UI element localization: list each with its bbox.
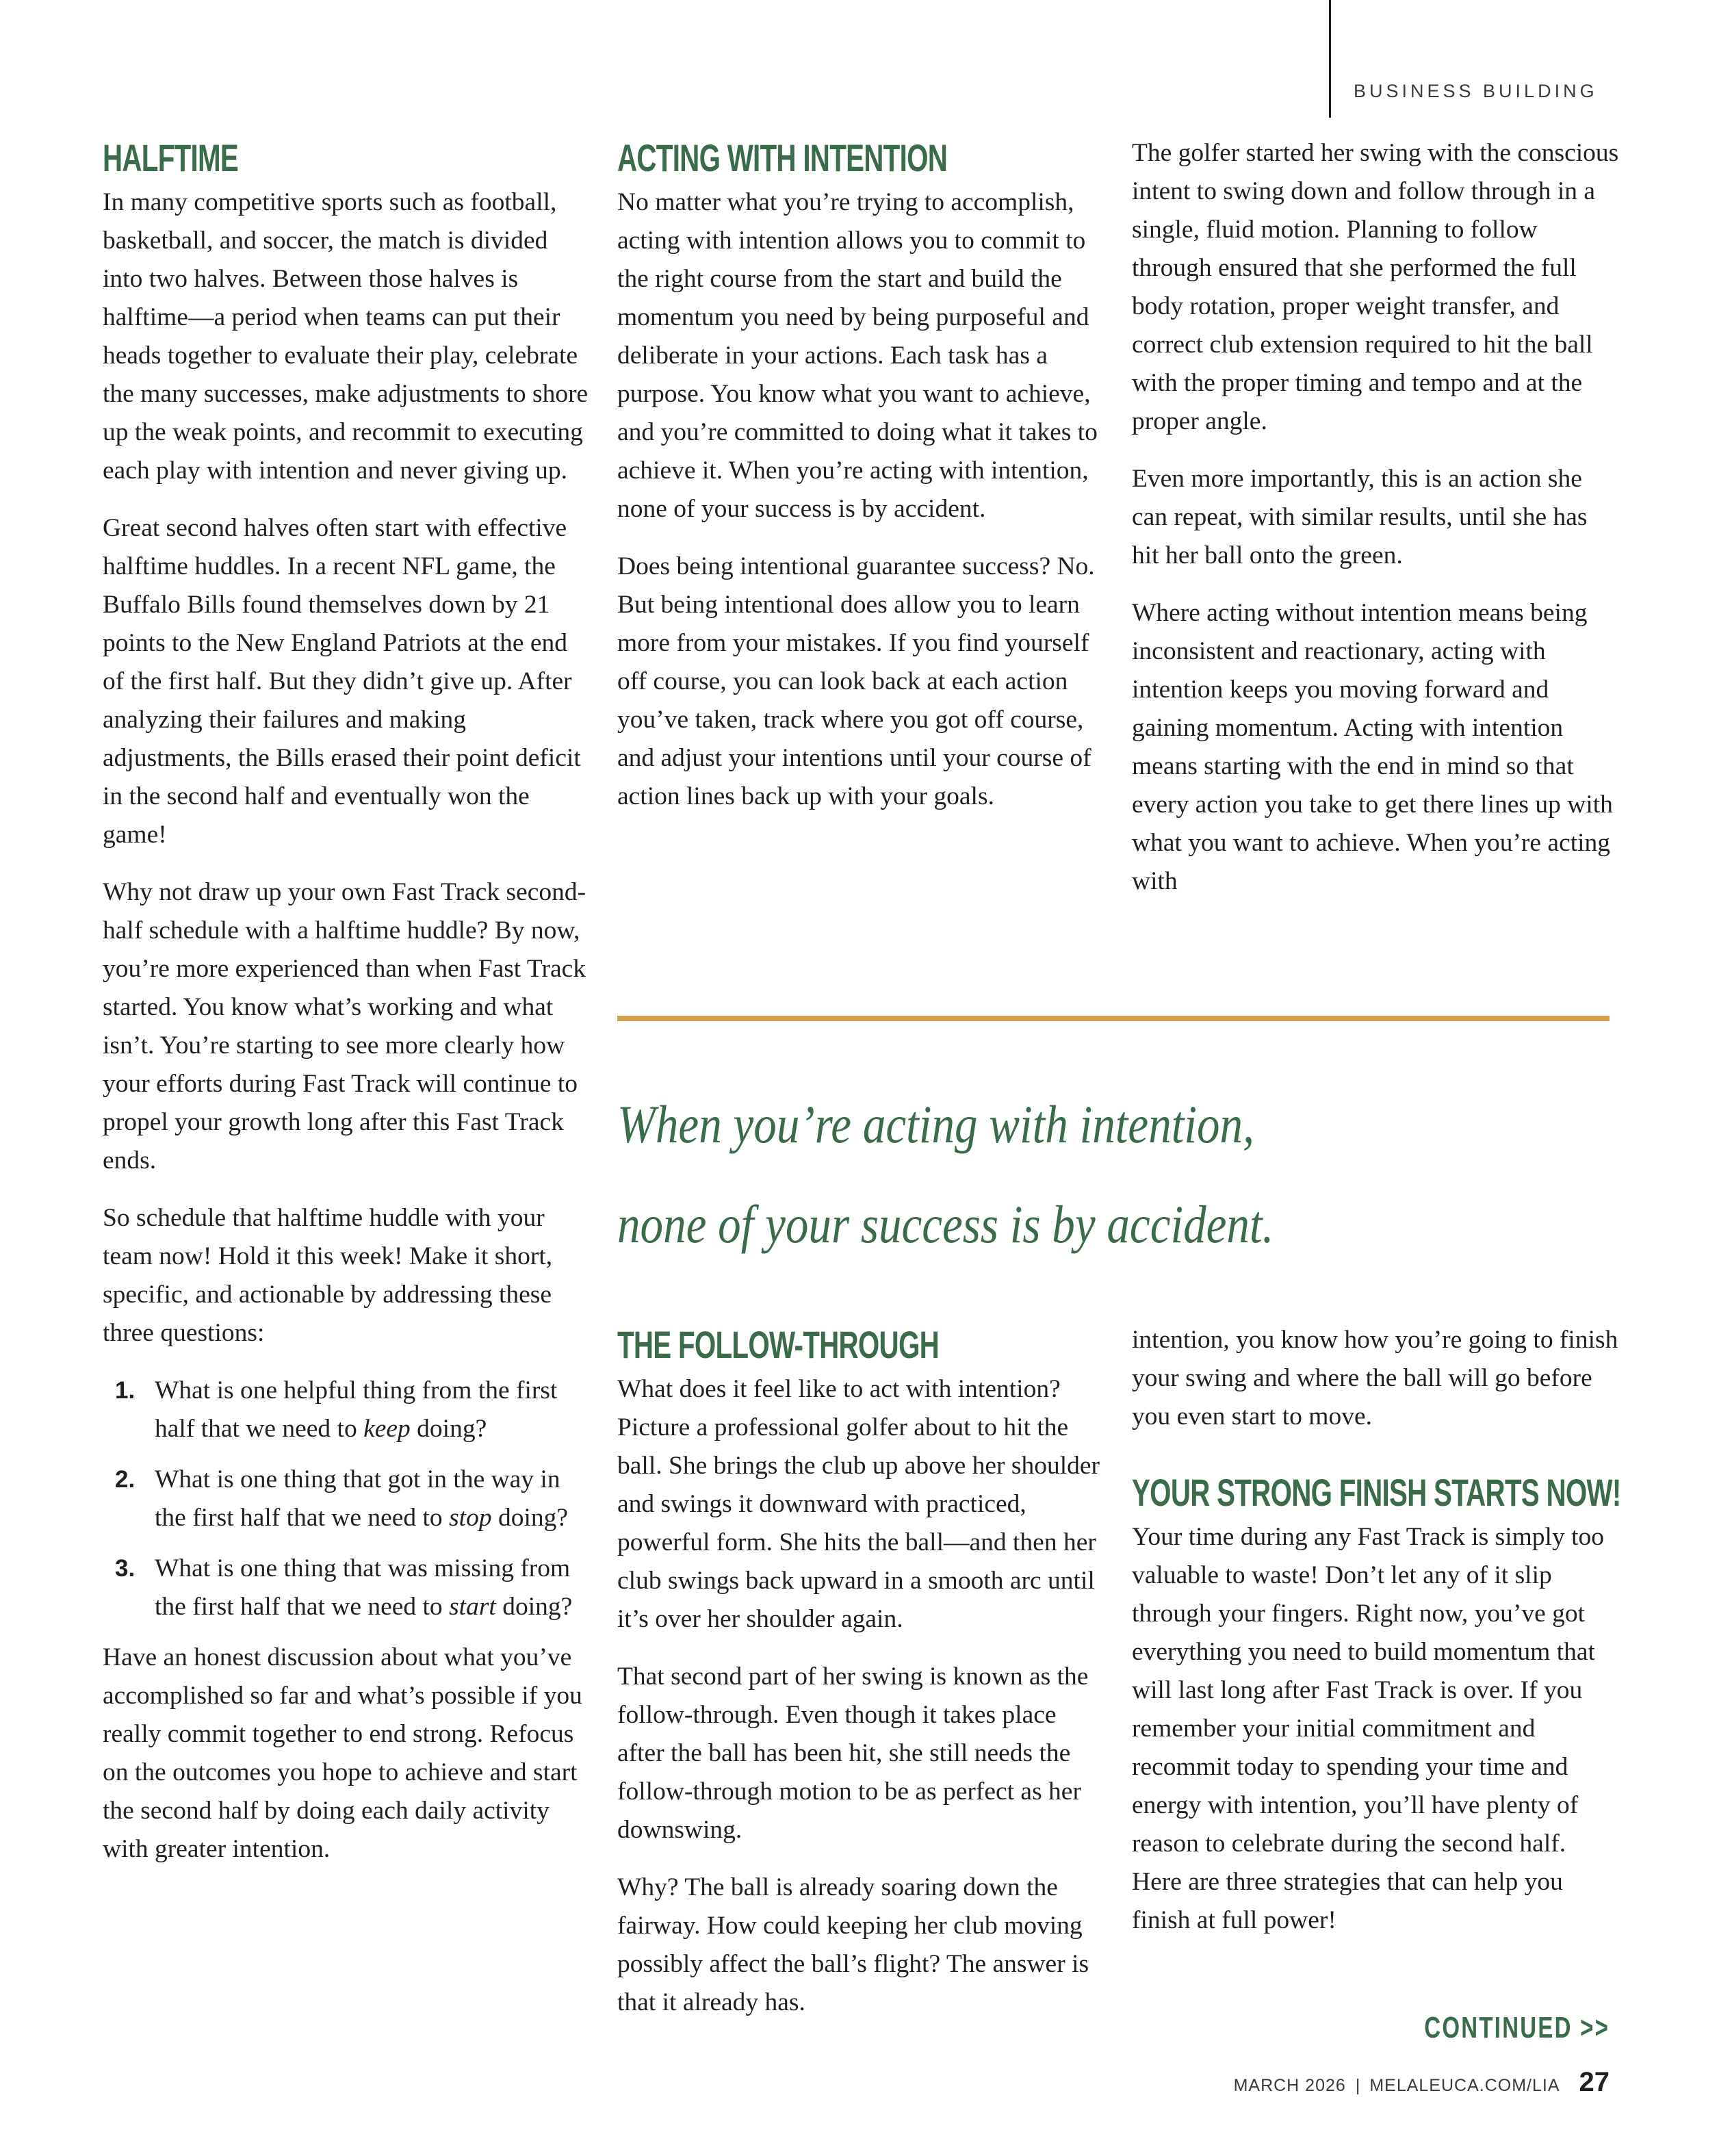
paragraph: What does it feel like to act with intention? Picture a professional golfer about to hit the ball. She brings the club up above her shoulder and swings it downward with practiced, powerful form. She hits the ball—and then her club swings back upward in a smooth arc until it’s over her shoulder again. <box>617 1375 1100 1633</box>
list-item <box>103 1461 589 1537</box>
question-emphasis: start <box>449 1593 496 1621</box>
list-number: 1. <box>115 1377 135 1404</box>
issue-date: MARCH 2026 <box>1233 2076 1346 2095</box>
section-label: BUSINESS BUILDING <box>1354 81 1598 101</box>
paragraph: So schedule that halftime huddle with your team now! Hold it this week! Make it short, specific, and actionable by addressing these three questions: <box>103 1204 553 1347</box>
column-right-lower <box>1132 1321 1619 1959</box>
list-number: 2. <box>115 1466 135 1493</box>
paragraph: Does being intentional guarantee success? No. But being intentional does allow you to learn more from your mistakes. If you find yourself off course, you can look back at each action you’ve taken, track where you got off course, and adjust your intentions until your course of action lines back up with your goals. <box>617 552 1095 810</box>
page-footer <box>1234 2067 1610 2098</box>
list-number: 3. <box>115 1555 135 1582</box>
column-middle <box>617 137 1103 835</box>
pull-quote-line: none of your success is by accident. <box>617 1194 1274 1254</box>
list-item <box>103 1550 589 1626</box>
questions-list <box>103 1372 589 1626</box>
paragraph: intention, you know how you’re going to finish your swing and where the ball will go before you even start to move. <box>1132 1326 1618 1430</box>
website-link[interactable]: MELALEUCA.COM/LIA <box>1369 2076 1560 2095</box>
heading-acting-with-intention: ACTING WITH INTENTION <box>617 136 948 179</box>
paragraph: Even more importantly, this is an action she can repeat, with similar results, until she has hit her ball onto the green. <box>1132 465 1588 569</box>
pull-quote-line: When you’re acting with intention, <box>617 1094 1254 1154</box>
paragraph: Where acting without intention means being inconsistent and reactionary, acting with intention keeps you moving forward and gaining momentum. Acting with intention means starting with the end in mind so that every action you take to get there lines up with what you want to achieve. When you’re acting with <box>1132 599 1613 895</box>
question-text: What is one thing that was missing from the first half that we need to <box>155 1554 571 1621</box>
question-text: What is one thing that got in the way in the first half that we need to <box>155 1465 560 1532</box>
paragraph: Why not draw up your own Fast Track second-half schedule with a halftime huddle? By now, you’re more experienced than when Fast Track started. You know what’s working and what isn’t. You’re starting to see more clearly how your efforts during Fast Track will continue to propel your growth long after this Fast Track ends. <box>103 878 586 1175</box>
paragraph: In many competitive sports such as football, basketball, and soccer, the match is divided into two halves. Between those halves is halftime—a period when teams can put their heads together to evaluate their play, celebrate the many successes, make adjustments to shore up the weak points, and recommit to executing each play with intention and never giving up. <box>103 188 589 485</box>
column-right <box>1132 134 1619 920</box>
question-text: What is one helpful thing from the first half that we need to <box>155 1376 558 1443</box>
question-text: doing? <box>495 1593 573 1621</box>
list-item <box>103 1372 589 1448</box>
question-emphasis: stop <box>449 1504 492 1532</box>
pull-quote <box>617 1075 1471 1274</box>
question-emphasis: keep <box>363 1415 411 1443</box>
heading-follow-through: THE FOLLOW-THROUGH <box>617 1323 940 1366</box>
paragraph: Have an honest discussion about what you’ve accomplished so far and what’s possible if you really commit together to end strong. Refocus on the outcomes you hope to achieve and start the second half by doing each daily activity with greater intention. <box>103 1643 582 1863</box>
question-text: doing? <box>491 1504 569 1532</box>
header-divider <box>1329 0 1331 118</box>
column-left <box>103 137 589 1888</box>
page-number: 27 <box>1579 2067 1610 2097</box>
footer-separator: | <box>1355 2076 1360 2095</box>
paragraph: Your time during any Fast Track is simply too valuable to waste! Don’t let any of it slip through your fingers. Right now, you’ve got everything you need to build momentum that will last long after Fast Track is over. If you remember your initial commitment and recommit today to spending your time and energy with intention, you’ll have plenty of reason to celebrate during the second half. Here are three strategies that can help you finish at full power! <box>1132 1523 1604 1934</box>
paragraph: The golfer started her swing with the conscious intent to swing down and follow through in a single, fluid motion. Planning to follow through ensured that she performed the full body rotation, proper weight transfer, and correct club extension required to hit the ball with the proper timing and tempo and at the proper angle. <box>1132 139 1619 435</box>
heading-halftime: HALFTIME <box>103 136 239 179</box>
paragraph: No matter what you’re trying to accomplish, acting with intention allows you to commit to the right course from the start and build the momentum you need by being purposeful and deliberate in your actions. Each task has a purpose. You know what you want to achieve, and you’re committed to doing what it takes to achieve it. When you’re acting with intention, none of your success is by accident. <box>617 188 1098 523</box>
paragraph: That second part of her swing is known as the follow-through. Even though it takes place after the ball has been hit, she still needs the follow-through motion to be as perfect as her downswing. <box>617 1663 1089 1844</box>
heading-strong-finish: YOUR STRONG FINISH STARTS NOW! <box>1132 1471 1621 1514</box>
column-middle-lower <box>617 1324 1103 2041</box>
question-text: doing? <box>410 1415 487 1443</box>
continued-link[interactable]: CONTINUED >> <box>1424 2011 1610 2044</box>
paragraph: Why? The ball is already soaring down the fairway. How could keeping her club moving possibly affect the ball’s flight? The answer is that it already has. <box>617 1873 1089 2016</box>
pull-quote-rule <box>617 1016 1610 1021</box>
paragraph: Great second halves often start with effective halftime huddles. In a recent NFL game, the Buffalo Bills found themselves down by 21 points to the New England Patriots at the end of the first half. But they didn’t give up. After analyzing their failures and making adjustments, the Bills erased their point deficit in the second half and eventually won the game! <box>103 514 581 849</box>
